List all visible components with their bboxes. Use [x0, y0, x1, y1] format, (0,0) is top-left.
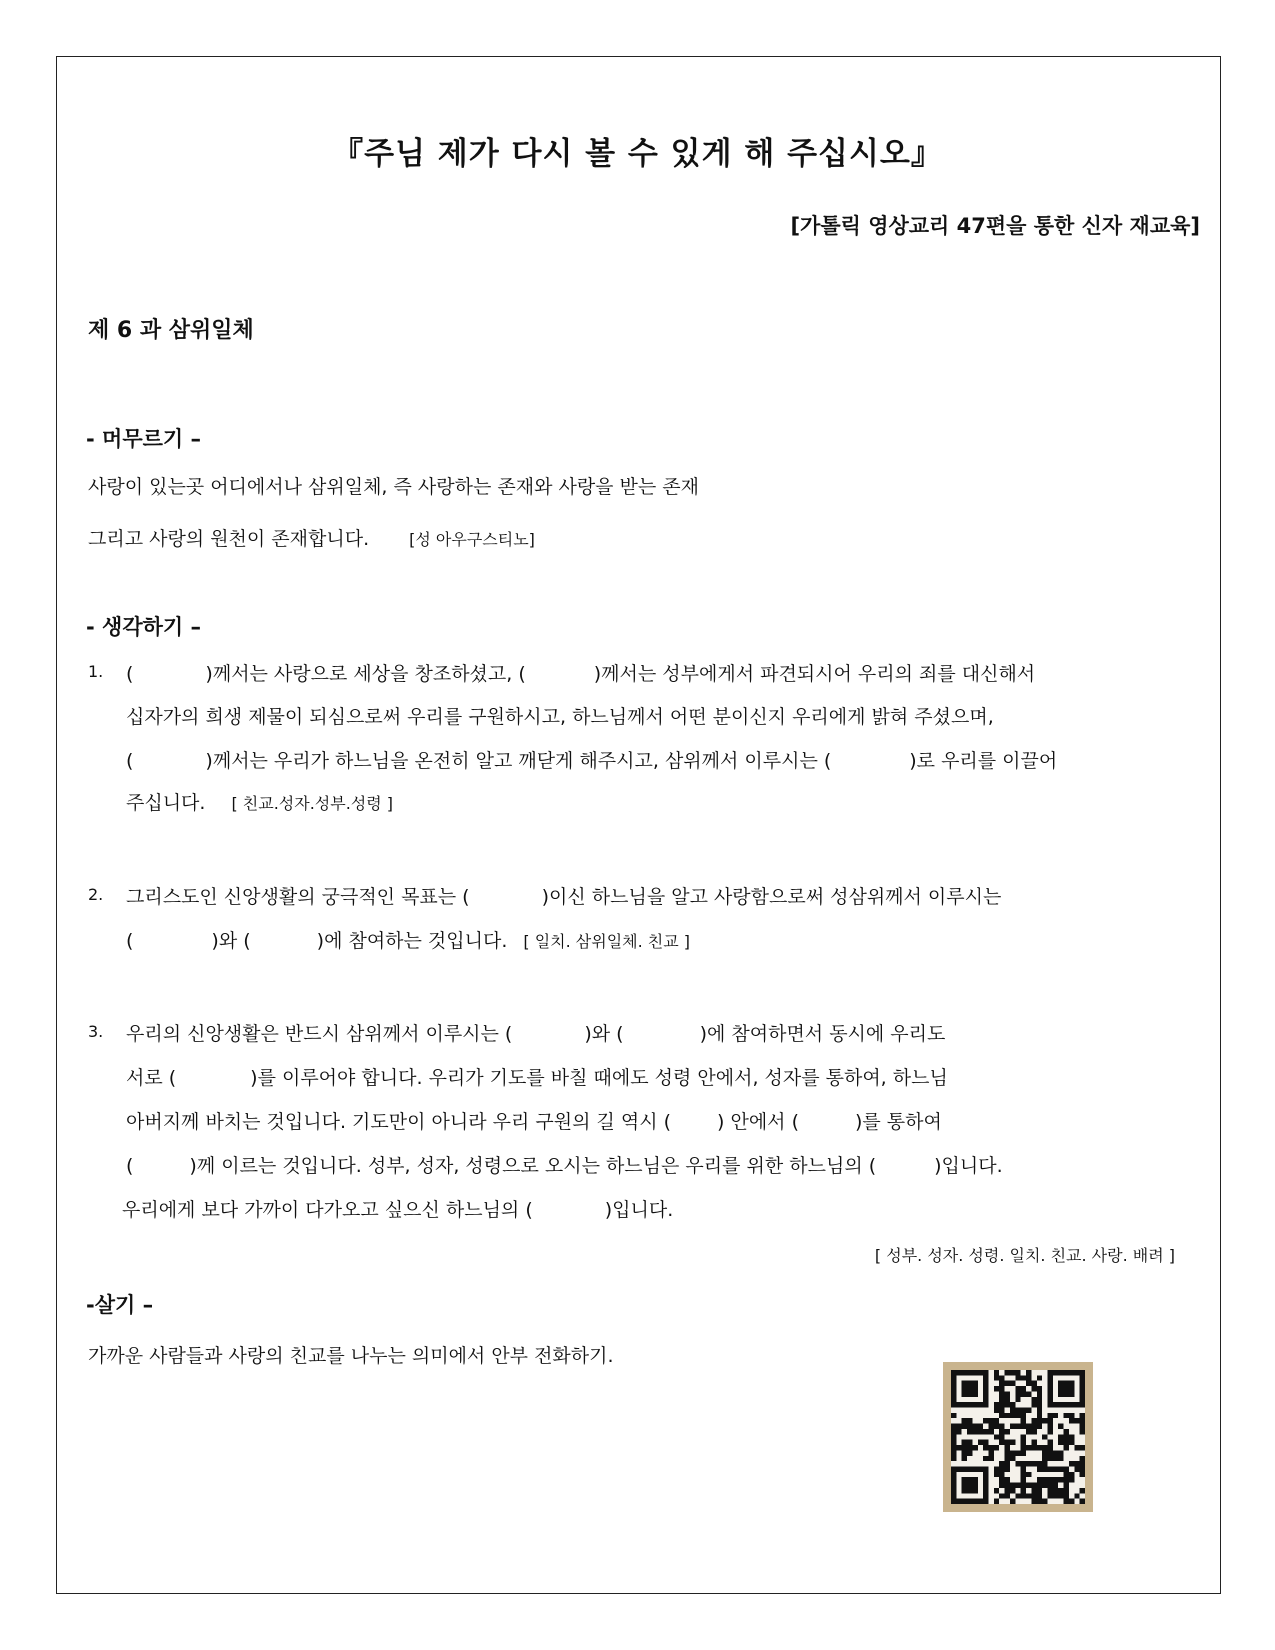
question-3-number: 3.: [88, 1022, 104, 1041]
q2-l2-part-b: )와 (: [211, 930, 251, 952]
q3-l1-part-b: )와 (: [584, 1023, 624, 1045]
q2-l1-part-b: )이신 하느님을 알고 사랑함으로써 성삼위께서 이루시는: [541, 886, 1002, 908]
question-2-line-1: [126, 882, 1001, 909]
q3-l2-part-a: 서로 (: [126, 1067, 177, 1089]
q3-l1-part-c: )에 참여하면서 동시에 우리도: [699, 1023, 946, 1045]
q1-l1-part-a: (: [126, 663, 134, 685]
q3-l4-part-a: (: [126, 1155, 134, 1177]
question-1-line-4: [126, 788, 393, 815]
q3-l1-part-a: 우리의 신앙생활은 반드시 삼위께서 이루시는 (: [126, 1023, 513, 1045]
question-1-line-3: [126, 746, 1057, 773]
question-3-line-1: [126, 1019, 945, 1046]
q2-l2-part-a: (: [126, 930, 134, 952]
question-3-line-5: [122, 1195, 673, 1222]
q1-l1-part-b: )께서는 사랑으로 세상을 창조하셨고, (: [205, 663, 526, 685]
q1-l3-part-c: )로 우리를 이끌어: [909, 750, 1058, 772]
lesson-title: 제 6 과 삼위일체: [88, 318, 254, 343]
qr-code-graphic: [951, 1370, 1085, 1504]
q2-l2-part-c: )에 참여하는 것입니다.: [316, 930, 508, 952]
section-heading-think: - 생각하기 –: [86, 615, 201, 639]
q1-l3-part-a: (: [126, 750, 134, 772]
q3-l5-part-a: 우리에게 보다 가까이 다가오고 싶으신 하느님의 (: [122, 1199, 533, 1221]
meditate-line-1: 사랑이 있는곳 어디에서나 삼위일체, 즉 사랑하는 존재와 사랑을 받는 존재: [88, 476, 700, 498]
question-3-line-4: [126, 1151, 1003, 1178]
q3-l3-part-b: ) 안에서 (: [717, 1111, 799, 1133]
question-3-line-2: [126, 1063, 948, 1090]
section-heading-meditate: - 머무르기 –: [86, 427, 201, 451]
q3-l4-part-c: )입니다.: [934, 1155, 1003, 1177]
meditate-source: [성 아우구스티노]: [409, 530, 535, 549]
q1-l3-part-b: )께서는 우리가 하느님을 온전히 알고 깨닫게 해주시고, 삼위께서 이루시는 (: [205, 750, 832, 772]
document-subtitle: [가톨릭 영상교리 47편을 통한 신자 재교육]: [790, 214, 1200, 238]
section-heading-live: -살기 –: [86, 1293, 154, 1317]
qr-code-icon[interactable]: [943, 1362, 1093, 1512]
question-1-line-2: 십자가의 희생 제물이 되심으로써 우리를 구원하시고, 하느님께서 어떤 분이신지 우리에게 밝혀 주셨으며,: [126, 706, 994, 728]
q3-l3-part-c: )를 통하여: [854, 1111, 942, 1133]
q3-l3-part-a: 아버지께 바치는 것입니다. 기도만이 아니라 우리 구원의 길 역시 (: [126, 1111, 672, 1133]
q1-l1-part-c: )께서는 성부에게서 파견되시어 우리의 죄를 대신해서: [593, 663, 1036, 685]
q3-l5-part-b: )입니다.: [604, 1199, 674, 1221]
q3-l2-part-b: )를 이루어야 합니다. 우리가 기도를 바칠 때에도 성령 안에서, 성자를 통하여, 하느님: [250, 1067, 948, 1089]
meditate-line-2-text: 그리고 사랑의 원천이 존재합니다.: [88, 528, 370, 550]
question-1-number: 1.: [88, 662, 104, 681]
question-1-line-1: [126, 659, 1035, 686]
question-1-hint: [ 친교.성자.성부.성령 ]: [231, 794, 394, 813]
question-2-number: 2.: [88, 885, 104, 904]
question-3-line-3: [126, 1107, 942, 1134]
live-line: 가까운 사람들과 사랑의 친교를 나누는 의미에서 안부 전화하기.: [88, 1345, 614, 1367]
question-3-hint: [ 성부. 성자. 성령. 일치. 친교. 사랑. 배려 ]: [874, 1246, 1175, 1265]
q3-l4-part-b: )께 이르는 것입니다. 성부, 성자, 성령으로 오시는 하느님은 우리를 위한 하느님의 (: [189, 1155, 877, 1177]
question-2-line-2: [126, 926, 690, 953]
q2-l1-part-a: 그리스도인 신앙생활의 궁극적인 목표는 (: [126, 886, 470, 908]
q1-l4-text: 주십니다.: [126, 792, 206, 814]
document-title: 『주님 제가 다시 볼 수 있게 해 주십시오』: [332, 136, 943, 172]
question-2-hint: [ 일치. 삼위일체. 친교 ]: [523, 932, 691, 951]
meditate-line-2: [88, 524, 535, 551]
